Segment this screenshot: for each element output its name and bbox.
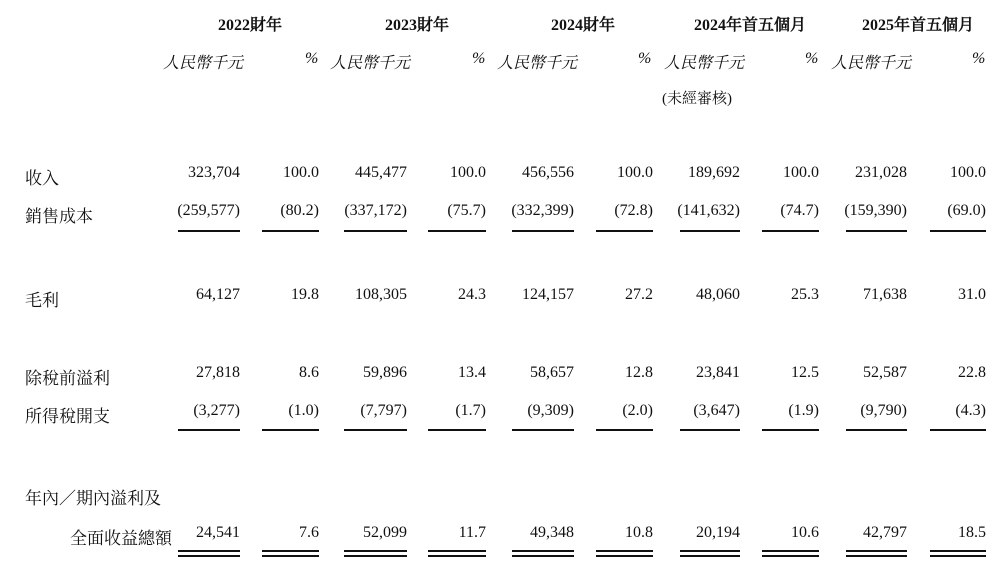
- total-double-underline: [178, 550, 240, 552]
- total-double-underline: [344, 550, 407, 552]
- table-cell: 108,305: [355, 286, 407, 303]
- pct-label-fy2024: %: [638, 50, 652, 67]
- header-fy2022: 2022財年: [217, 17, 282, 34]
- subtotal-underline: [262, 429, 319, 431]
- table-cell: 10.6: [791, 524, 819, 541]
- table-cell: 48,060: [696, 286, 740, 303]
- subtotal-underline: [428, 429, 486, 431]
- subtotal-underline: [930, 230, 986, 232]
- header-5m-2024: 2024年首五個月: [693, 17, 806, 34]
- row-label-revenue: 收入: [25, 169, 59, 188]
- header-fy2023: 2023財年: [384, 17, 449, 34]
- table-cell: 12.5: [791, 364, 819, 381]
- subtotal-underline: [846, 230, 907, 232]
- table-cell: (3,277): [193, 402, 240, 419]
- table-cell: 124,157: [522, 286, 574, 303]
- table-cell: 13.4: [458, 364, 486, 381]
- table-cell: 18.5: [958, 524, 986, 541]
- subtotal-underline: [262, 230, 319, 232]
- table-cell: 24,541: [196, 524, 240, 541]
- table-cell: 189,692: [688, 164, 740, 181]
- total-double-underline: [596, 550, 653, 552]
- table-cell: 100.0: [783, 164, 819, 181]
- total-double-underline: [846, 550, 907, 552]
- row-label-profit-line1: 年內／期內溢利及: [25, 489, 161, 508]
- pct-label-5m-2025: %: [972, 50, 986, 67]
- total-double-underline: [262, 550, 319, 552]
- table-cell: 64,127: [196, 286, 240, 303]
- row-label-profit-line2: 全面收益總額: [70, 529, 172, 548]
- table-cell: (159,390): [844, 202, 907, 219]
- table-cell: 7.6: [299, 524, 319, 541]
- table-cell: (259,577): [177, 202, 240, 219]
- table-cell: 445,477: [355, 164, 407, 181]
- header-fy2024: 2024財年: [550, 17, 615, 34]
- table-cell: (1.9): [788, 402, 819, 419]
- table-cell: 11.7: [458, 524, 486, 541]
- table-cell: 100.0: [950, 164, 986, 181]
- table-cell: 59,896: [363, 364, 407, 381]
- table-cell: (1.0): [288, 402, 319, 419]
- subtotal-underline: [762, 429, 819, 431]
- total-double-underline: [512, 550, 574, 552]
- unit-label-fy2024: 人民幣千元: [497, 55, 578, 72]
- subtotal-underline: [680, 429, 740, 431]
- table-cell: 100.0: [283, 164, 319, 181]
- table-cell: 456,556: [522, 164, 574, 181]
- table-cell: 27,818: [196, 364, 240, 381]
- row-label-cost-of-sales: 銷售成本: [25, 207, 93, 226]
- row-label-profit-before-tax: 除稅前溢利: [25, 369, 110, 388]
- table-cell: 27.2: [625, 286, 653, 303]
- subtotal-underline: [762, 230, 819, 232]
- row-label-gross-profit: 毛利: [25, 291, 59, 310]
- subtotal-underline: [846, 429, 907, 431]
- table-cell: (9,790): [860, 402, 907, 419]
- table-cell: 100.0: [450, 164, 486, 181]
- table-cell: 23,841: [696, 364, 740, 381]
- table-cell: (337,172): [344, 202, 407, 219]
- subtotal-underline: [512, 429, 574, 431]
- unit-label-5m-2024: 人民幣千元: [664, 55, 745, 72]
- table-cell: 22.8: [958, 364, 986, 381]
- row-label-income-tax: 所得稅開支: [25, 407, 110, 426]
- table-cell: 31.0: [958, 286, 986, 303]
- table-cell: (80.2): [280, 202, 319, 219]
- pct-label-fy2022: %: [305, 50, 319, 67]
- header-5m-2025: 2025年首五個月: [861, 17, 974, 34]
- table-cell: (141,632): [677, 202, 740, 219]
- subtotal-underline: [428, 230, 486, 232]
- table-cell: (332,399): [511, 202, 574, 219]
- subtotal-underline: [596, 429, 653, 431]
- subtotal-underline: [596, 230, 653, 232]
- table-cell: 12.8: [625, 364, 653, 381]
- table-cell: 25.3: [791, 286, 819, 303]
- table-cell: 42,797: [863, 524, 907, 541]
- unit-label-fy2022: 人民幣千元: [163, 55, 244, 72]
- table-cell: 24.3: [458, 286, 486, 303]
- total-double-underline: [428, 550, 486, 552]
- table-cell: (1.7): [455, 402, 486, 419]
- subtotal-underline: [178, 230, 240, 232]
- unit-label-5m-2025: 人民幣千元: [831, 55, 912, 72]
- subtotal-underline: [344, 230, 407, 232]
- table-cell: 58,657: [530, 364, 574, 381]
- table-cell: 323,704: [188, 164, 240, 181]
- subtotal-underline: [512, 230, 574, 232]
- table-cell: (69.0): [947, 202, 986, 219]
- unit-label-fy2023: 人民幣千元: [330, 55, 411, 72]
- table-cell: 8.6: [299, 364, 319, 381]
- table-cell: (9,309): [527, 402, 574, 419]
- subtotal-underline: [680, 230, 740, 232]
- table-cell: (74.7): [780, 202, 819, 219]
- total-double-underline: [930, 550, 986, 552]
- table-cell: (7,797): [360, 402, 407, 419]
- table-cell: (75.7): [447, 202, 486, 219]
- table-cell: 52,099: [363, 524, 407, 541]
- table-cell: 100.0: [617, 164, 653, 181]
- unaudited-note: (未經審核): [662, 91, 732, 107]
- table-cell: (2.0): [622, 402, 653, 419]
- subtotal-underline: [930, 429, 986, 431]
- table-cell: (3,647): [693, 402, 740, 419]
- table-cell: (4.3): [955, 402, 986, 419]
- table-cell: 20,194: [696, 524, 740, 541]
- total-double-underline: [680, 550, 740, 552]
- pct-label-5m-2024: %: [805, 50, 819, 67]
- pct-label-fy2023: %: [472, 50, 486, 67]
- table-cell: 49,348: [530, 524, 574, 541]
- total-double-underline: [762, 550, 819, 552]
- subtotal-underline: [344, 429, 407, 431]
- table-cell: 19.8: [291, 286, 319, 303]
- subtotal-underline: [178, 429, 240, 431]
- table-cell: 10.8: [625, 524, 653, 541]
- table-cell: 71,638: [863, 286, 907, 303]
- table-cell: 52,587: [863, 364, 907, 381]
- table-cell: (72.8): [614, 202, 653, 219]
- table-cell: 231,028: [855, 164, 907, 181]
